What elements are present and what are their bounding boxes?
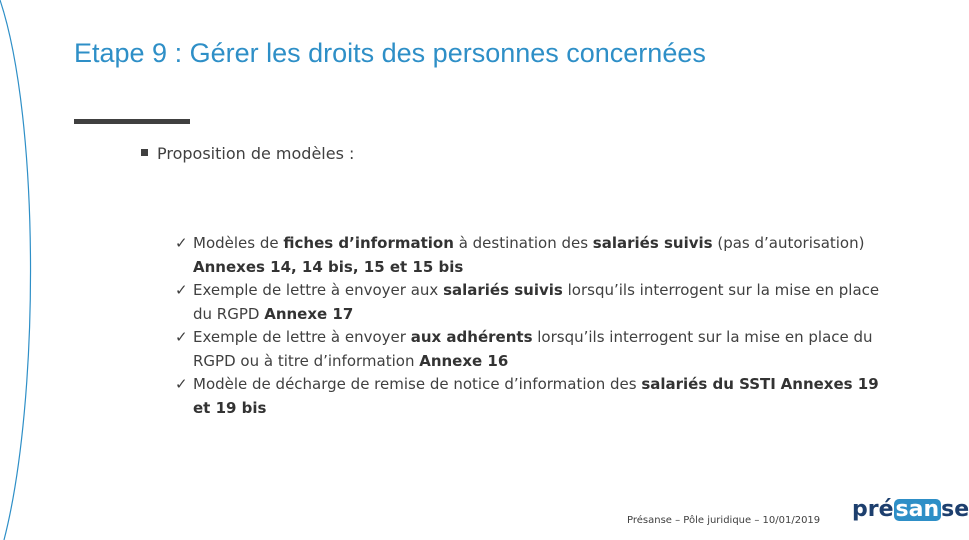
logo-wordmark	[852, 497, 969, 522]
checkmark-icon: ✓	[175, 328, 188, 346]
level1-text: Proposition de modèles :	[157, 144, 355, 163]
item-text: Exemple de lettre à envoyer	[193, 328, 411, 346]
checklist	[175, 232, 895, 420]
item-text: Modèles de	[193, 234, 284, 252]
logo-prefix: pré	[852, 497, 894, 522]
item-emphasis: salariés suivis	[443, 281, 563, 299]
item-emphasis: Annexe 17	[264, 304, 354, 323]
item-emphasis: aux adhérents	[410, 328, 533, 346]
item-text: (pas d’autorisation)	[712, 234, 865, 252]
decorative-arc	[0, 0, 60, 540]
item-emphasis: salariés du SSTI	[641, 375, 776, 393]
logo-suffix: se	[941, 497, 969, 522]
item-emphasis: Annexes 19 et 19 bis	[193, 375, 879, 417]
checkmark-icon: ✓	[175, 375, 188, 393]
presanse-logo	[852, 497, 969, 528]
checklist-item	[175, 373, 895, 420]
item-text: Exemple de lettre à envoyer aux	[193, 281, 444, 299]
logo-highlight: san	[895, 497, 940, 522]
item-emphasis: fiches d’information	[283, 234, 454, 252]
checklist-item	[175, 326, 895, 373]
item-emphasis: Annexe 16	[419, 351, 509, 370]
item-text: Modèle de décharge de remise de notice d’information des	[193, 375, 642, 393]
item-text: lorsqu’ils interrogent sur la mise en place du RGPD ou à titre d’information	[193, 328, 873, 370]
checkmark-icon: ✓	[175, 281, 188, 299]
title-underline	[74, 119, 190, 124]
checklist-item	[175, 232, 895, 279]
slide-title: Etape 9 : Gérer les droits des personnes concernées	[74, 38, 706, 68]
checklist-item	[175, 279, 895, 326]
level1-bullet	[141, 144, 354, 163]
item-emphasis: Annexes 14, 14 bis, 15 et 15 bis	[193, 257, 464, 276]
item-text: lorsqu’ils interrogent sur la mise en place du RGPD	[193, 281, 880, 323]
checkmark-icon: ✓	[175, 234, 188, 252]
footer-text: Présanse – Pôle juridique – 10/01/2019	[627, 515, 821, 526]
item-text: à destination des	[453, 234, 593, 252]
item-emphasis: salariés suivis	[592, 234, 713, 252]
square-bullet-icon	[141, 149, 148, 156]
